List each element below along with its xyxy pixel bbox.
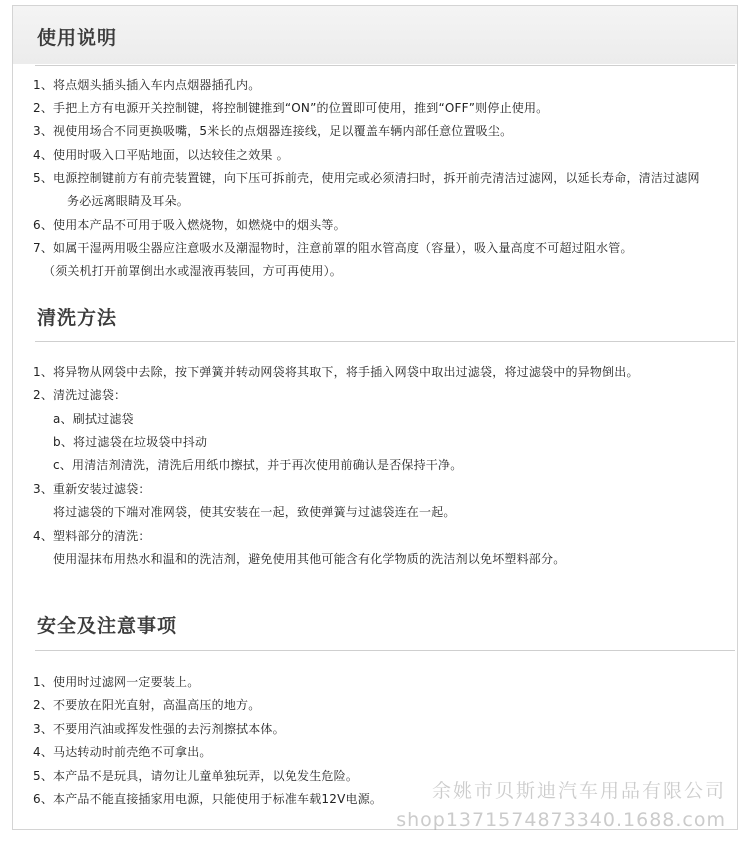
cleaning-item-2a: a、刷拭过滤袋 [53,412,134,426]
usage-item-6: 6、使用本产品不可用于吸入燃烧物，如燃烧中的烟头等。 [33,218,346,232]
instruction-panel [12,5,738,830]
section-title-safety: 安全及注意事项 [37,615,178,637]
usage-item-4: 4、使用时吸入口平贴地面，以达较佳之效果 。 [33,148,289,162]
usage-item-7: 7、如属干湿两用吸尘器应注意吸水及潮湿物时，注意前罩的阻水管高度（容量），吸入量高度不可超过阻水管。 [33,241,633,255]
usage-item-2: 2、手把上方有电源开关控制键，将控制键推到“ON”的位置即可使用，推到“OFF”则停止使用。 [33,101,549,115]
safety-item-3: 3、不要用汽油或挥发性强的去污剂擦拭本体。 [33,722,285,736]
cleaning-item-4: 4、塑料部分的清洗： [33,529,151,543]
usage-item-5-cont: 务必远离眼睛及耳朵。 [67,194,190,208]
usage-item-7-note: （须关机打开前罩倒出水或湿液再装回，方可再使用）。 [43,264,343,278]
cleaning-item-3: 3、重新安装过滤袋： [33,482,151,496]
divider [35,341,735,342]
usage-item-1: 1、将点烟头插头插入车内点烟器插孔内。 [33,78,261,92]
header-band [13,6,737,64]
watermark-shop-url: shop1371574873340.1688.com [396,809,726,831]
cleaning-item-1: 1、将异物从网袋中去除，按下弹簧并转动网袋将其取下，将手插入网袋中取出过滤袋，将过滤袋中的异物倒出。 [33,365,639,379]
cleaning-item-2b: b、将过滤袋在垃圾袋中抖动 [53,435,208,449]
section-title-usage: 使用说明 [37,27,118,49]
safety-item-4: 4、马达转动时前壳绝不可拿出。 [33,745,212,759]
cleaning-item-2: 2、清洗过滤袋： [33,388,127,402]
safety-item-2: 2、不要放在阳光直射，高温高压的地方。 [33,698,261,712]
cleaning-item-4-text: 使用湿抹布用热水和温和的洗洁剂，避免使用其他可能含有化学物质的洗洁剂以免坏塑料部分。 [53,552,566,566]
section-title-cleaning: 清洗方法 [37,307,118,329]
watermark-company: 余姚市贝斯迪汽车用品有限公司 [431,780,726,802]
cleaning-item-2c: c、用清洁剂清洗，清洗后用纸巾擦拭，并于再次使用前确认是否保持干净。 [53,458,463,472]
usage-item-3: 3、视使用场合不同更换吸嘴，5米长的点烟器连接线，足以覆盖车辆内部任意位置吸尘。 [33,124,513,138]
divider [35,65,735,66]
usage-item-5: 5、电源控制键前方有前壳装置键，向下压可拆前壳，使用完或必须清扫时，拆开前壳清洁过滤网，以延长寿命，清洁过滤网 [33,171,700,185]
cleaning-item-3-text: 将过滤袋的下端对准网袋，使其安装在一起，致使弹簧与过滤袋连在一起。 [53,505,456,519]
safety-item-6: 6、本产品不能直接插家用电源，只能使用于标准车载12V电源。 [33,792,383,806]
safety-item-5: 5、本产品不是玩具，请勿让儿童单独玩弄，以免发生危险。 [33,769,359,783]
safety-item-1: 1、使用时过滤网一定要装上。 [33,675,200,689]
divider [35,650,735,651]
